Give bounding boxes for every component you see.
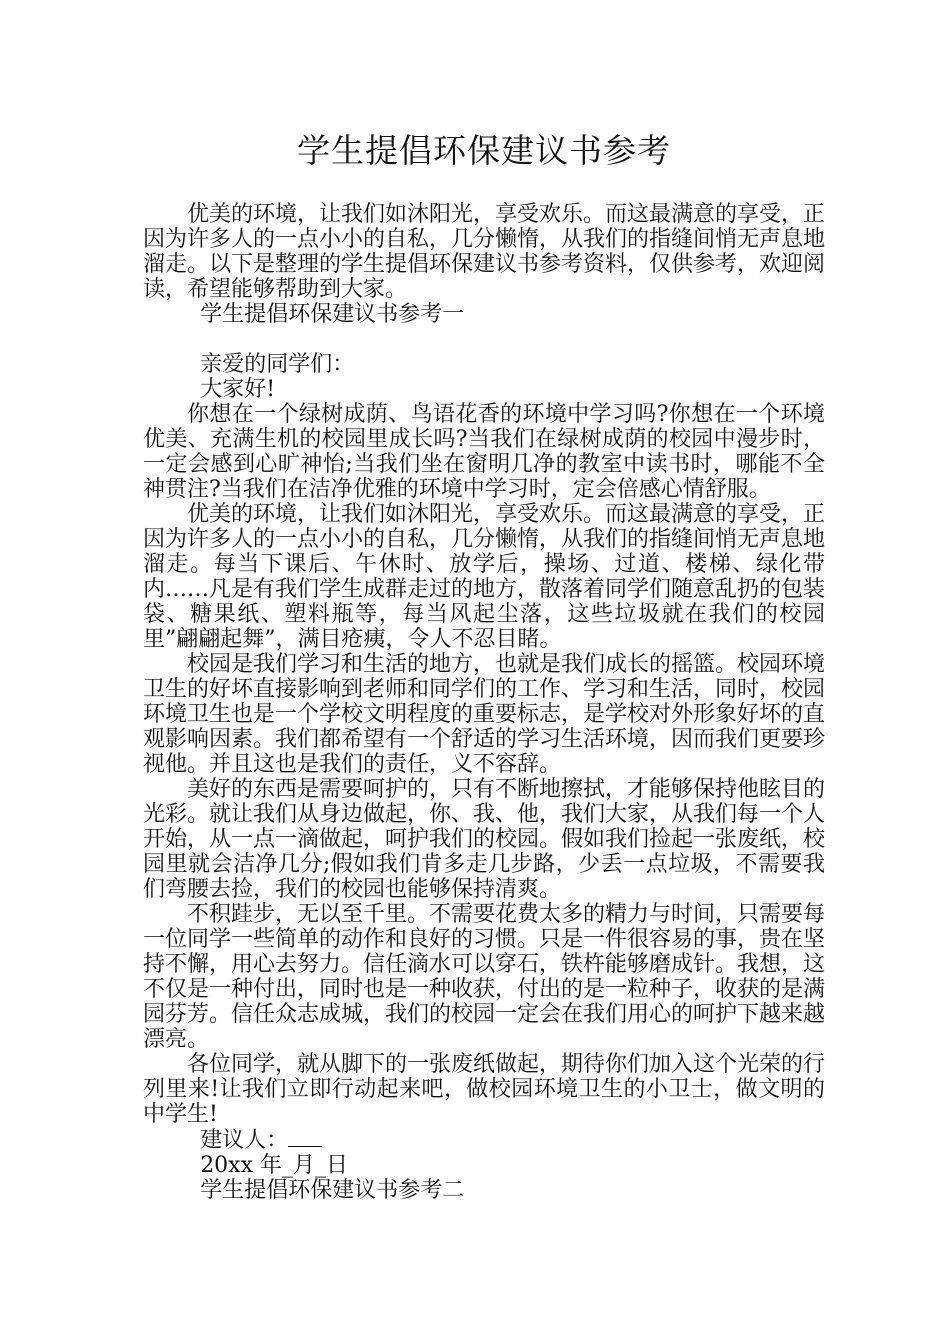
body-paragraph-1: 你想在一个绿树成荫、鸟语花香的环境中学习吗?你想在一个环境优美、充满生机的校园里成长吗?当我们在绿树成荫的校园中漫步时，一定会感到心旷神怡;当我们坐在窗明几净的教室中读书时，哪能不全神贯注?当我们在洁净优雅的环境中学习时，定会倍感心情舒服。	[143, 402, 825, 502]
body-paragraph-6: 各位同学，就从脚下的一张废纸做起，期待你们加入这个光荣的行列里来!让我们立即行动起来吧，做校园环境卫生的小卫士，做文明的中学生!	[143, 1052, 826, 1127]
section-heading-1: 学生提倡环保建议书参考一	[200, 302, 465, 327]
blank-line	[143, 327, 825, 352]
section-heading-2: 学生提倡环保建议书参考二	[200, 1178, 465, 1203]
signer-label: 建议人：	[200, 1128, 289, 1153]
date-line: 20xx 年_月_日	[200, 1153, 348, 1178]
greeting: 大家好!	[200, 377, 276, 402]
signature-blank	[288, 1127, 322, 1147]
body-paragraph-2: 优美的环境，让我们如沐阳光，享受欢乐。而这最满意的享受，正因为许多人的一点小小的自私，几分懒惰，从我们的指缝间悄无声息地溜走。每当下课后、午休时、放学后，操场、过道、楼梯、绿化带内……凡是有我们学生成群走过的地方，散落着同学们随意乱扔的包装袋、糖果纸、塑料瓶等，每当风起尘落，这些垃圾就在我们的校园里”翩翩起舞”，满目疮痍，令人不忍目睹。	[143, 502, 826, 652]
intro-paragraph: 优美的环境，让我们如沐阳光，享受欢乐。而这最满意的享受，正因为许多人的一点小小的自私，几分懒惰，从我们的指缝间悄无声息地溜走。以下是整理的学生提倡环保建议书参考资料，仅供参考，欢迎阅读，希望能够帮助到大家。	[143, 202, 826, 302]
document-page	[143, 128, 825, 1203]
document-title: 学生提倡环保建议书参考	[297, 131, 671, 170]
body-paragraph-5: 不积跬步，无以至千里。不需要花费太多的精力与时间，只需要每一位同学一些简单的动作和良好的习惯。只是一件很容易的事，贵在坚持不懈，用心去努力。信任滴水可以穿石，铁杵能够磨成针。我想，这不仅是一种付出，同时也是一种收获，付出的是一粒种子，收获的是满园芬芳。信任众志成城，我们的校园一定会在我们用心的呵护下越来越漂亮。	[143, 902, 826, 1052]
salutation: 亲爱的同学们：	[200, 352, 355, 377]
body-paragraph-3: 校园是我们学习和生活的地方，也就是我们成长的摇篮。校园环境卫生的好坏直接影响到老师和同学们的工作、学习和生活，同时，校园环境卫生也是一个学校文明程度的重要标志，是学校对外形象好坏的直观影响因素。我们都希望有一个舒适的学习生活环境，因而我们更要珍视他。并且这也是我们的责任，义不容辞。	[143, 652, 826, 777]
signer-line	[143, 1127, 825, 1153]
body-paragraph-4: 美好的东西是需要呵护的，只有不断地擦拭，才能够保持他眩目的光彩。就让我们从身边做起，你、我、他，我们大家，从我们每一个人开始，从一点一滴做起，呵护我们的校园。假如我们捡起一张废纸，校园里就会洁净几分;假如我们肯多走几步路，少丢一点垃圾，不需要我们弯腰去捡，我们的校园也能够保持清爽。	[143, 777, 826, 902]
